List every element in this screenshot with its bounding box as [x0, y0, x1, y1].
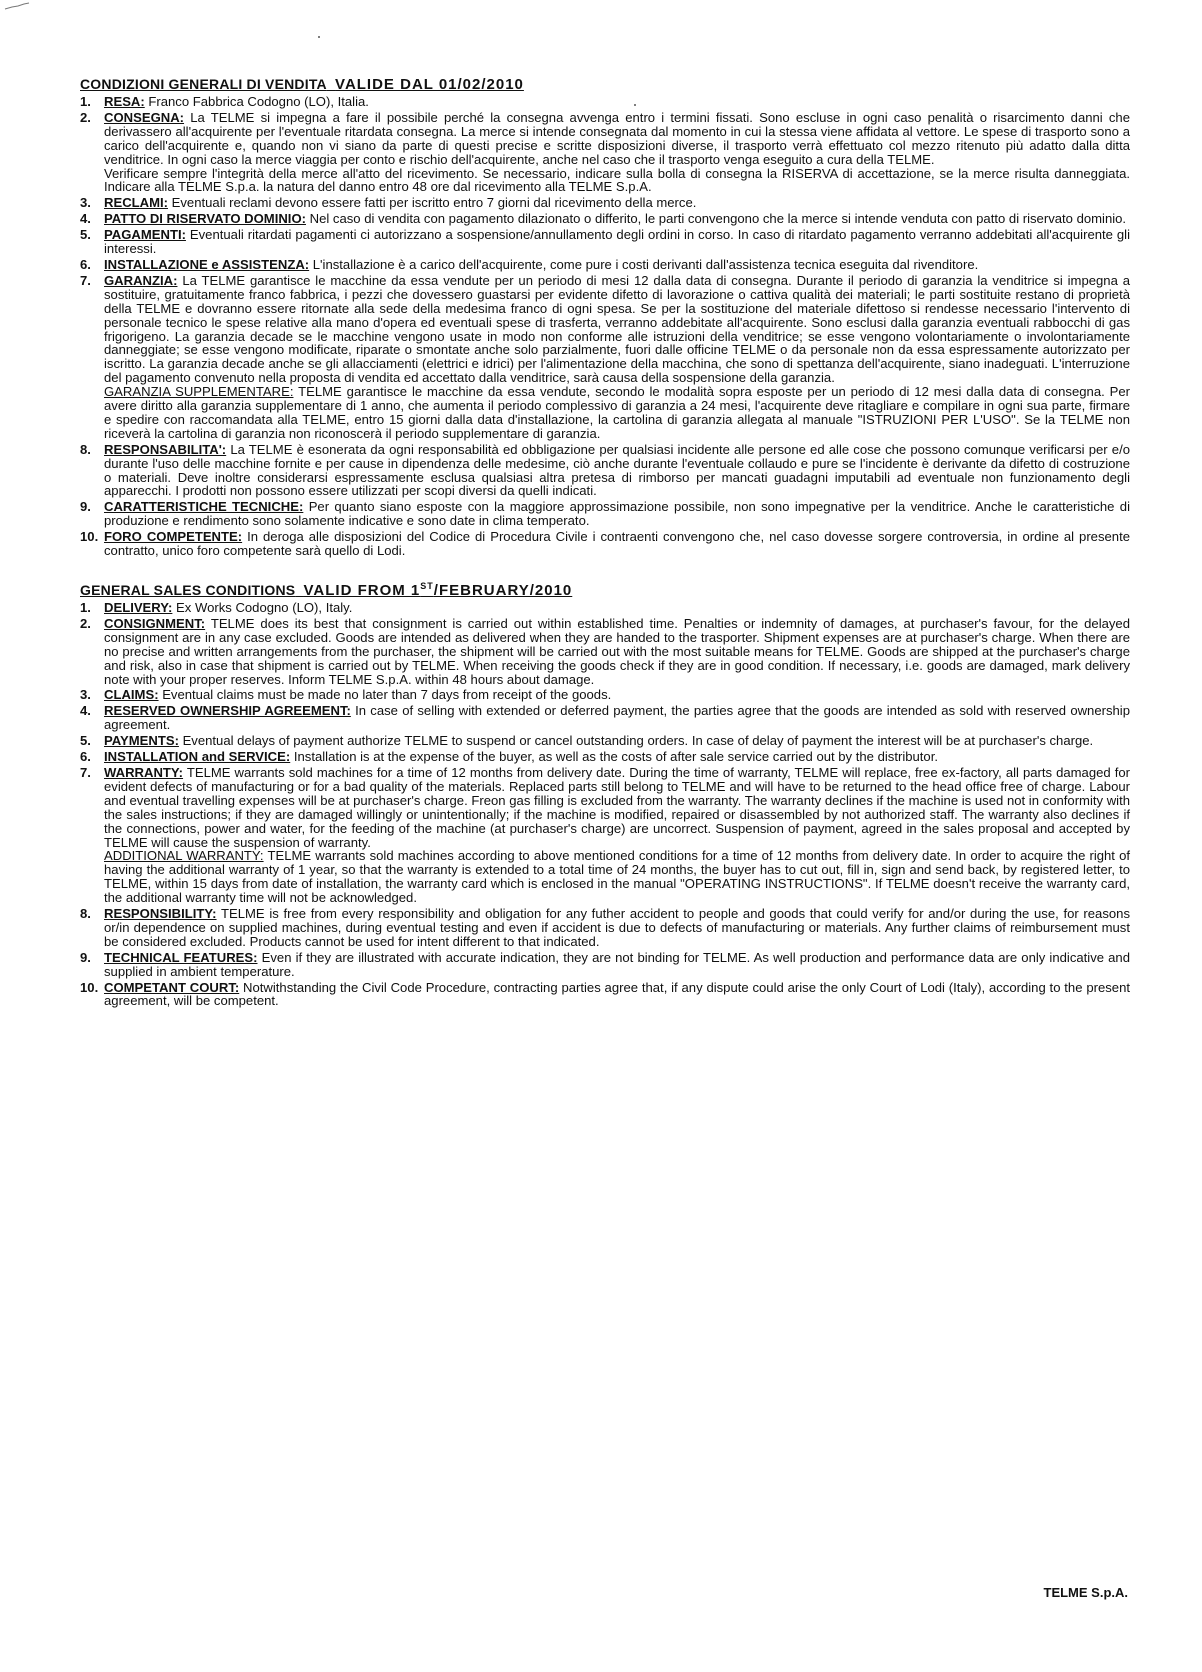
item-text: Eventual claims must be made no later than 7 days from receipt of the goods.	[158, 687, 612, 703]
item-number: 2.	[80, 615, 91, 631]
subsection-heading: ADDITIONAL WARRANTY:	[104, 848, 264, 864]
item-heading: WARRANTY:	[104, 764, 184, 780]
item-text: Eventual delays of payment authorize TELME to suspend or cancel outstanding orders. In case of delay of payment the interest will be at purchaser's charge.	[178, 733, 1094, 749]
condition-item	[80, 688, 1130, 702]
section-title-it	[80, 76, 1130, 93]
item-heading: CONSEGNA:	[104, 109, 185, 125]
item-heading: GARANZIA:	[104, 272, 178, 288]
item-number: 2.	[80, 109, 91, 125]
item-heading: TECHNICAL FEATURES:	[104, 949, 258, 965]
item-subsection	[104, 849, 1130, 905]
item-number: 5.	[80, 733, 91, 749]
scan-dot	[318, 36, 320, 38]
condition-item	[80, 274, 1130, 441]
item-heading: INSTALLAZIONE e ASSISTENZA:	[104, 256, 310, 272]
condition-item	[80, 617, 1130, 687]
section-english	[80, 578, 1130, 1008]
item-heading: RESA:	[104, 94, 145, 109]
condition-item	[80, 443, 1130, 499]
item-heading: COMPETANT COURT:	[104, 979, 240, 995]
item-number: 10.	[80, 529, 99, 545]
condition-item	[80, 258, 1130, 272]
condition-item	[80, 212, 1130, 226]
item-number: 3.	[80, 687, 91, 703]
item-number: 1.	[80, 94, 91, 109]
section-title-en	[80, 578, 1130, 599]
conditions-list-it	[80, 95, 1130, 558]
item-text: Installation is at the expense of the buyer, as well as the costs of after sale service carried out by the distributor.	[290, 749, 938, 765]
item-heading: DELIVERY:	[104, 600, 173, 615]
item-text: Notwithstanding the Civil Code Procedure, contracting parties agree that, if any dispute could arise the only Court of Lodi (Italy), according to the present agreement, will be competent.	[104, 979, 1130, 1009]
subsection-text: TELME warrants sold machines according to above mentioned conditions for a time of 12 months from delivery date. In order to acquire the right of having the additional warranty of 1 year, so that the warranty is extended to a total time of 24 months, the buyer has to cut out, fill in, sign and send back, by registered letter, to TELME, within 15 days from date of installation, the warranty card which is enclosed in the manual "OPERATING INSTRUCTIONS". If TELME doesn't receive the warranty card, the additional warranty time will not be acknowledged.	[104, 848, 1130, 906]
item-text: La TELME si impegna a fare il possibile perché la consegna avvenga entro i termini fissati. Sono escluse in ogni caso penalità o risarcimento danni che derivassero all'acquirente per l'eventuale ritardata consegna. La merce si intende consegnata dal momento in cui la stessa viene affidata al vettore. Le spese di trasporto sono a carico dell'acquirente e, quando non vi siano da parte di questi precise e scritte disposizioni diverse, il trasporto verrà effettuato col mezzo ritenuto più adatto dalla ditta venditrice. In ogni caso la merce viaggia per conto e rischio dell'acquirente, anche nel caso che il trasporto venga eseguito a cura della TELME.	[104, 109, 1130, 167]
subsection-text: TELME garantisce le macchine da essa vendute, secondo le modalità sopra esposte per un periodo di 12 mesi dalla data di consegna. Per avere diritto alla garanzia supplementare di 1 anno, che aumenta il periodo complessivo di garanzia a 24 mesi, l'acquirente deve ritagliare e compilare in ogni sua parte, firmare e spedire con raccomandata alla TELME, entro 15 giorni dalla data d'installazione, la cartolina di garanzia allegata al manuale "ISTRUZIONI PER L'USO". Se la TELME non riceverà la cartolina di garanzia non riconoscerà il periodo supplementare di garanzia.	[104, 384, 1131, 441]
valid-date-it: VALIDE DAL 01/02/2010	[335, 76, 524, 93]
condition-item	[80, 951, 1130, 979]
item-text: In case of selling with extended or deferred payment, the parties agree that the goods are intended as sold with reserved ownership agreement.	[104, 703, 1130, 733]
item-number: 6.	[80, 256, 91, 272]
item-number: 7.	[80, 272, 91, 288]
item-text: Ex Works Codogno (LO), Italy.	[172, 600, 353, 615]
item-extra-text: Verificare sempre l'integrità della merce all'atto del ricevimento. Se necessario, indicare sulla bolla di consegna la RISERVA di accettazione, se la merce risulta danneggiata. Indicare alla TELME S.p.a. la natura del danno entro 48 ore dal ricevimento alla TELME S.p.A.	[104, 165, 1130, 195]
item-heading: PAGAMENTI:	[104, 227, 186, 243]
section-italian	[80, 76, 1130, 558]
item-text: Eventuali reclami devono essere fatti per iscritto entro 7 giorni dal ricevimento della merce.	[168, 195, 697, 211]
item-heading: RESERVED OWNERSHIP AGREEMENT:	[104, 703, 351, 719]
item-heading: CLAIMS:	[104, 687, 159, 703]
item-number: 10.	[80, 979, 99, 995]
item-heading: RESPONSIBILITY:	[104, 906, 217, 922]
item-text: La TELME è esonerata da ogni responsabilità ed obbligazione per qualsiasi incidente alle persone ed alle cose che possono comunque verificarsi per e/o durante l'uso delle macchine fornite e per cause in dipendenza delle medesime, ciò anche durante l'eventuale collaudo e pure se l'incidente è derivante da difetto di costruzione o materiali. Deve inoltre considerarsi espressamente esclusa qualsiasi altra pretesa di rimborso per mancati guadagni imputabili ad eventuale non funzionamento degli apparecchi. I prodotti non possono essere utilizzati per scopi diversi da quelli indicati.	[104, 441, 1130, 499]
item-heading: INSTALLATION and SERVICE:	[104, 749, 291, 765]
item-number: 3.	[80, 195, 91, 211]
title-it: CONDIZIONI GENERALI DI VENDITA	[80, 76, 327, 92]
item-heading: CARATTERISTICHE TECNICHE:	[104, 499, 304, 515]
item-text: Eventuali ritardati pagamenti ci autorizzano a sospensione/annullamento degli ordini in corso. In caso di ritardato pagamento verranno addebitati all'acquirente gli interessi.	[104, 227, 1130, 257]
valid-date-en: VALID FROM 1ST/FEBRUARY/2010	[303, 581, 573, 599]
item-heading: PAYMENTS:	[104, 733, 179, 749]
item-number: 5.	[80, 227, 91, 243]
condition-item	[80, 907, 1130, 949]
item-number: 4.	[80, 211, 91, 227]
item-heading: PATTO DI RISERVATO DOMINIO:	[104, 211, 306, 227]
scan-mark	[4, 2, 30, 10]
item-number: 8.	[80, 906, 91, 922]
condition-item	[80, 95, 1130, 109]
item-text: Per quanto siano esposte con la maggiore approssimazione possibile, non sono impegnative per la venditrice. Anche le caratteristiche di produzione e rendimento sono solamente indicative e sono date in clima temperato.	[104, 499, 1131, 529]
condition-item	[80, 601, 1130, 615]
document-page	[80, 76, 1130, 1010]
condition-item	[80, 766, 1130, 905]
item-text: L'installazione è a carico dell'acquirente, come pure i costi derivanti dall'assistenza tecnica eseguita dal rivenditore.	[309, 256, 979, 272]
item-number: 9.	[80, 499, 91, 515]
condition-item	[80, 750, 1130, 764]
item-heading: CONSIGNMENT:	[104, 615, 206, 631]
item-number: 8.	[80, 441, 91, 457]
conditions-list-en	[80, 601, 1130, 1008]
condition-item	[80, 111, 1130, 194]
condition-item	[80, 704, 1130, 732]
subsection-heading: GARANZIA SUPPLEMENTARE:	[104, 384, 294, 400]
condition-item	[80, 228, 1130, 256]
item-number: 1.	[80, 600, 91, 615]
condition-item	[80, 500, 1130, 528]
item-text: Nel caso di vendita con pagamento dilazionato o differito, le parti convengono che la merce si intende venduta con patto di riservato dominio.	[306, 211, 1127, 227]
item-subsection	[104, 385, 1130, 441]
item-number: 4.	[80, 703, 91, 719]
item-number: 6.	[80, 749, 91, 765]
item-text: In deroga alle disposizioni del Codice di Procedura Civile i contraenti convengono che, nel caso dovesse sorgere controversia, in ordine al presente contratto, unico foro competente sarà quello di Lodi.	[104, 529, 1130, 559]
item-text: La TELME garantisce le macchine da essa vendute per un periodo di mesi 12 dalla data di consegna. Durante il periodo di garanzia la venditrice si impegna a sostituire, gratuitamente franco fabbrica, i pezzi che dovessero guastarsi per evidente difetto di lavorazione o cattiva qualità dei materiali; le parti sostituite restano di proprietà della TELME e dovranno essere ritornate alla sede della medesima franco di ogni spesa. Se per la sostituzione del materiale difettoso si rendesse necessario l'intervento di personale tecnico le spese relative alla mano d'opera ed eventuali spese di trasferta, verranno addebitate all'acquirente. Sono esclusi dalla garanzia eventuali rabbocchi di gas frigorigeno. La garanzia decade se le macchine vengono usate in modo non conforme alle istruzioni della venditrice; se esse vengono volontariamente o involontariamente danneggiate; se esse vengono modificate, riparate o smontate anche solo parzialmente, fuori dalle officine TELME o da personale non da essa espressamente autorizzato per iscritto. La garanzia decade anche se gli allacciamenti (elettrici e idrici) per l'alimentazione della macchina, che sono di spettanza dell'acquirente, siano inadeguati. L'interruzione del pagamento convenuto nella proposta di vendita ed accettato dalla venditrice, sarà causa della sospensione della garanzia.	[104, 272, 1130, 386]
condition-item	[80, 981, 1130, 1009]
item-heading: FORO COMPETENTE:	[104, 529, 243, 545]
condition-item	[80, 530, 1130, 558]
item-text: TELME warrants sold machines for a time of 12 months from delivery date. During the time of warranty, TELME will replace, free ex-factory, all parts damaged for evident defects of manufacturing or for a bad quality of the materials. Replaced parts still belong to TELME and will have to be returned to the head office free of charge. Labour and eventual travelling expenses will be at purchaser's charge. Freon gas filling is excluded from the warranty. The warranty declines if the machine is used not in conformity with the sales instructions; if they are damaged willingly or unintentionally; if the machine is modified, repaired or disassembled by not authorized staff. The warranty also declines if the connections, power and water, for the feeding of the machine (at purchaser's charge) are uncorrect. Suspension of payment, agreed in the sales proposal and accepted by TELME will cause the suspension of warranty.	[104, 764, 1130, 850]
item-text: TELME does its best that consignment is carried out within established time. Penalties or indemnity of damages, at purchaser's favour, for the delayed consignment are in any case excluded. Goods are intended as delivered when they are handed to the trasporter. Shipment expenses are at purchaser's charge. When there are no precise and written arrangements from the purchaser, the shipment will be carried out with the most suitable means for TELME. Goods are shipped at the purchaser's charge and risk, also in case that shipment is carried out by TELME. When receiving the goods check if they are in good condition. If necessary, i.e. goods are damaged, mark delivery note with your proper reserves. Inform TELME S.p.A. within 48 hours about damage.	[104, 615, 1130, 687]
item-text: Even if they are illustrated with accurate indication, they are not binding for TELME. As well production and performance data are only indicative and supplied in ambient temperature.	[104, 949, 1130, 979]
company-signature: TELME S.p.A.	[1043, 1585, 1128, 1600]
item-number: 9.	[80, 949, 91, 965]
item-text: Franco Fabbrica Codogno (LO), Italia.	[144, 94, 369, 109]
item-number: 7.	[80, 764, 91, 780]
title-en: GENERAL SALES CONDITIONS	[80, 582, 296, 598]
item-heading: RECLAMI:	[104, 195, 169, 211]
item-text: TELME is free from every responsibility and obligation for any futher accident to people and goods that could verify for and/or during the use, for reasons or/in dependence on supplied machines, during eventual testing and even if accident is due to defects of manufacturing or materials. Any further claims of reimbursement must be considered excluded. Products cannot be used for intent different to that indicated.	[104, 906, 1130, 949]
condition-item	[80, 734, 1130, 748]
item-heading: RESPONSABILITA':	[104, 441, 227, 457]
condition-item	[80, 196, 1130, 210]
